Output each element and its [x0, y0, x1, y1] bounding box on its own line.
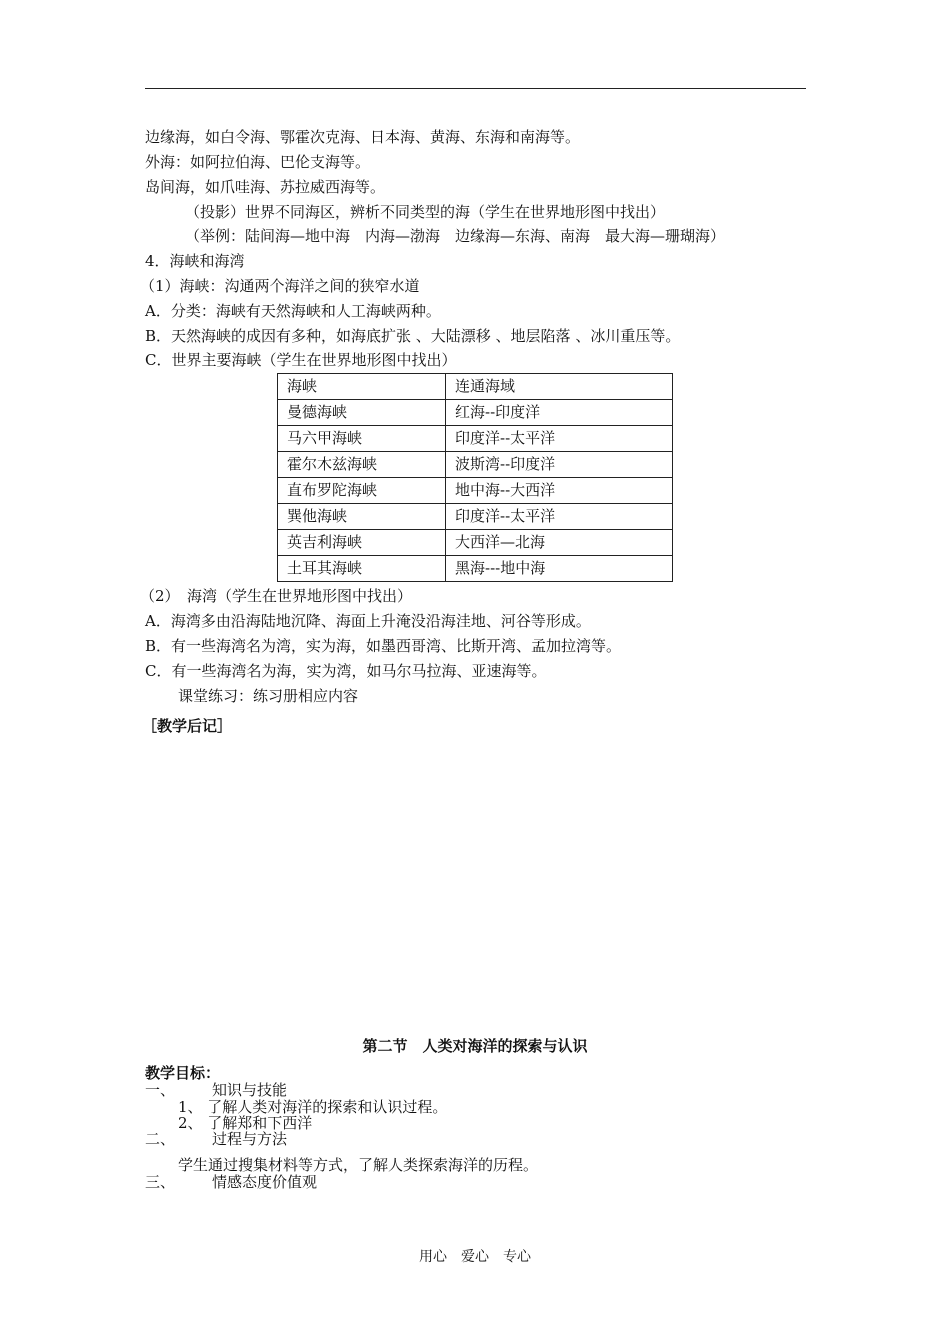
text-line-inter-island-seas: 岛间海，如爪哇海、苏拉威西海等。 — [145, 178, 386, 196]
table-cell: 英吉利海峡 — [278, 530, 446, 556]
header-rule — [145, 88, 806, 89]
table-row — [278, 556, 673, 582]
table-cell: 大西洋—北海 — [446, 530, 673, 556]
table-cell: 黑海---地中海 — [446, 556, 673, 582]
table-row — [278, 478, 673, 504]
text-line-classroom-practice: 课堂练习：练习册相应内容 — [178, 687, 359, 705]
table-header-cell: 海峡 — [278, 374, 446, 400]
table-cell: 印度洋--太平洋 — [446, 426, 673, 452]
text-line-bays: （2） 海湾（学生在世界地形图中找出） — [140, 587, 413, 605]
text-line-projection: （投影）世界不同海区，辨析不同类型的海（学生在世界地形图中找出） — [185, 203, 666, 221]
table-cell: 霍尔木兹海峡 — [278, 452, 446, 478]
page-footer: 用心 爱心 专心 — [419, 1249, 531, 1265]
goal-3-title: 情感态度价值观 — [212, 1173, 318, 1191]
table-cell: 波斯湾--印度洋 — [446, 452, 673, 478]
table-row — [278, 426, 673, 452]
table-cell: 红海--印度洋 — [446, 400, 673, 426]
goal-1-item-2: 2、 了解郑和下西洋 — [178, 1114, 313, 1132]
teaching-goals-label: 教学目标： — [145, 1064, 221, 1082]
table-cell: 直布罗陀海峡 — [278, 478, 446, 504]
table-row — [278, 530, 673, 556]
text-line-strait-classification: A．分类：海峡有天然海峡和人工海峡两种。 — [145, 302, 441, 320]
goal-2-number: 二、 — [145, 1130, 176, 1148]
teaching-notes-heading: ［教学后记］ — [142, 717, 233, 735]
goal-1-item-1: 1、 了解人类对海洋的探索和认识过程。 — [178, 1098, 448, 1116]
table-cell: 巽他海峡 — [278, 504, 446, 530]
section-title: 第二节 人类对海洋的探索与认识 — [362, 1037, 588, 1055]
table-header-row — [278, 374, 673, 400]
table-cell: 马六甲海峡 — [278, 426, 446, 452]
text-line-main-straits: C．世界主要海峡（学生在世界地形图中找出） — [145, 351, 457, 369]
table-row — [278, 452, 673, 478]
goal-2-title: 过程与方法 — [212, 1130, 288, 1148]
table-row — [278, 504, 673, 530]
text-line-strait-definition: （1）海峡：沟通两个海洋之间的狭窄水道 — [140, 277, 420, 295]
text-line-bays-named-sea: C．有一些海湾名为海，实为湾，如马尔马拉海、亚速海等。 — [145, 662, 547, 680]
text-line-strait-causes: B．天然海峡的成因有多种，如海底扩张 、大陆漂移 、地层陷落 、冰川重压等。 — [145, 327, 681, 345]
goal-1-number: 一、 — [145, 1081, 176, 1099]
goal-2-text: 学生通过搜集材料等方式，了解人类探索海洋的历程。 — [178, 1156, 539, 1174]
text-line-examples: （举例：陆间海—地中海 内海—渤海 边缘海—东海、南海 最大海—珊瑚海） — [185, 227, 726, 245]
table-cell: 土耳其海峡 — [278, 556, 446, 582]
text-line-outer-seas: 外海：如阿拉伯海、巴伦支海等。 — [145, 153, 371, 171]
table-cell: 曼德海峡 — [278, 400, 446, 426]
table-cell: 印度洋--太平洋 — [446, 504, 673, 530]
goal-1-title: 知识与技能 — [212, 1081, 288, 1099]
straits-table — [277, 373, 673, 582]
table-row — [278, 400, 673, 426]
table-cell: 地中海--大西洋 — [446, 478, 673, 504]
text-line-bay-formation: A．海湾多由沿海陆地沉降、海面上升淹没沿海洼地、河谷等形成。 — [145, 612, 591, 630]
goal-3-number: 三、 — [145, 1173, 176, 1191]
heading-straits-bays: 4．海峡和海湾 — [145, 252, 245, 270]
table-header-cell: 连通海域 — [446, 374, 673, 400]
text-line-marginal-seas: 边缘海，如白令海、鄂霍次克海、日本海、黄海、东海和南海等。 — [145, 128, 581, 146]
text-line-bays-named-bay: B．有一些海湾名为湾，实为海，如墨西哥湾、比斯开湾、孟加拉湾等。 — [145, 637, 622, 655]
